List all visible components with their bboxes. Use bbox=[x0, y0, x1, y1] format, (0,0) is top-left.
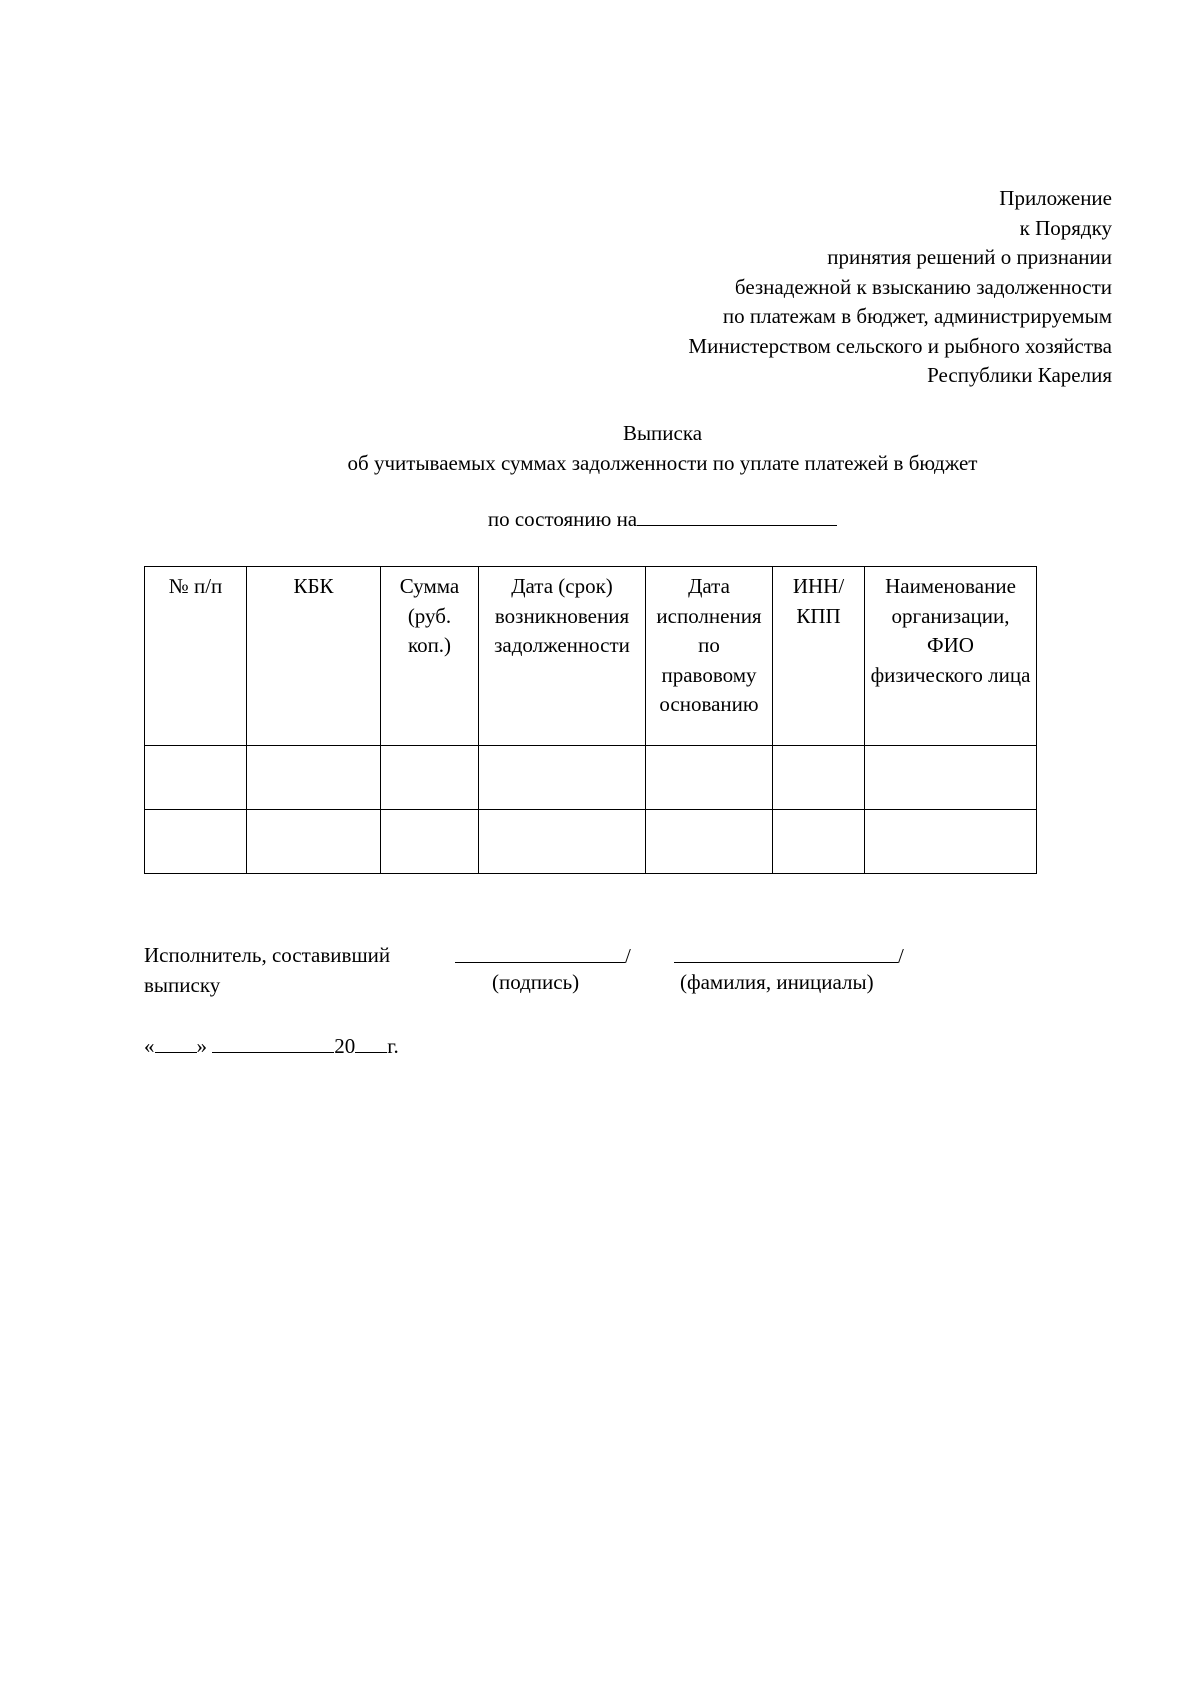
name-slash: / bbox=[898, 944, 904, 968]
table-cell bbox=[381, 746, 479, 810]
year-blank bbox=[355, 1030, 387, 1053]
appendix-line: к Порядку bbox=[1019, 215, 1112, 240]
table-header-row bbox=[145, 567, 1037, 746]
as-of-date-blank bbox=[637, 505, 837, 526]
debt-table bbox=[144, 566, 1037, 874]
column-header-kbk: КБК bbox=[247, 567, 381, 746]
table-cell bbox=[646, 810, 773, 874]
year-suffix: г. bbox=[387, 1034, 399, 1058]
signature-field bbox=[455, 940, 631, 969]
table-cell bbox=[773, 746, 865, 810]
table-cell bbox=[865, 746, 1037, 810]
subtitle-line: об учитываемых суммах задолженности по уплате платежей в бюджет bbox=[347, 451, 978, 475]
appendix-header bbox=[688, 184, 1112, 391]
table-cell bbox=[247, 810, 381, 874]
name-caption: (фамилия, инициалы) bbox=[680, 970, 874, 994]
column-header-number: № п/п bbox=[145, 567, 247, 746]
appendix-line: Приложение bbox=[999, 186, 1112, 210]
as-of-label: по состоянию на bbox=[487, 507, 638, 531]
year-prefix: 20 bbox=[334, 1034, 356, 1058]
document-title bbox=[0, 418, 1200, 478]
column-header-organization-name: Наименование организации, ФИО физического лица bbox=[865, 567, 1037, 746]
table-row bbox=[145, 746, 1037, 810]
as-of-date-line bbox=[0, 505, 1200, 532]
table-row bbox=[145, 810, 1037, 874]
table-cell bbox=[646, 746, 773, 810]
date-close-quote: » bbox=[196, 1034, 207, 1058]
table-cell bbox=[479, 746, 646, 810]
name-blank bbox=[674, 940, 898, 963]
name-field bbox=[674, 940, 904, 969]
appendix-line: Министерством сельского и рыбного хозяйства bbox=[688, 333, 1112, 358]
appendix-line: по платежам в бюджет, администрируемым bbox=[722, 304, 1112, 328]
column-header-execution-date: Дата исполнения по правовому основанию bbox=[646, 567, 773, 746]
table-cell bbox=[145, 810, 247, 874]
column-header-inn-kpp: ИНН/ КПП bbox=[773, 567, 865, 746]
title-line: Выписка bbox=[622, 421, 703, 445]
table-cell bbox=[381, 810, 479, 874]
date-line bbox=[144, 1030, 399, 1059]
date-open-quote: « bbox=[144, 1034, 155, 1058]
executor-label-line: Исполнитель, составивший bbox=[144, 943, 391, 967]
column-header-amount: Сумма (руб. коп.) bbox=[381, 567, 479, 746]
executor-label-line: выписку bbox=[144, 973, 221, 997]
month-blank bbox=[212, 1030, 334, 1053]
signature-caption: (подпись) bbox=[492, 970, 580, 994]
table-cell bbox=[865, 810, 1037, 874]
table-cell bbox=[145, 746, 247, 810]
appendix-line: Республики Карелия bbox=[927, 363, 1112, 387]
table-cell bbox=[773, 810, 865, 874]
appendix-line: безнадежной к взысканию задолженности bbox=[734, 274, 1112, 299]
signature-blank bbox=[455, 940, 625, 963]
signature-slash: / bbox=[625, 944, 631, 968]
appendix-line: принятия решений о признании bbox=[827, 245, 1112, 269]
table-cell bbox=[247, 746, 381, 810]
table-cell bbox=[479, 810, 646, 874]
day-blank bbox=[155, 1030, 197, 1053]
executor-label bbox=[144, 940, 390, 1000]
column-header-debt-date: Дата (срок) возникновения задолженности bbox=[479, 567, 646, 746]
